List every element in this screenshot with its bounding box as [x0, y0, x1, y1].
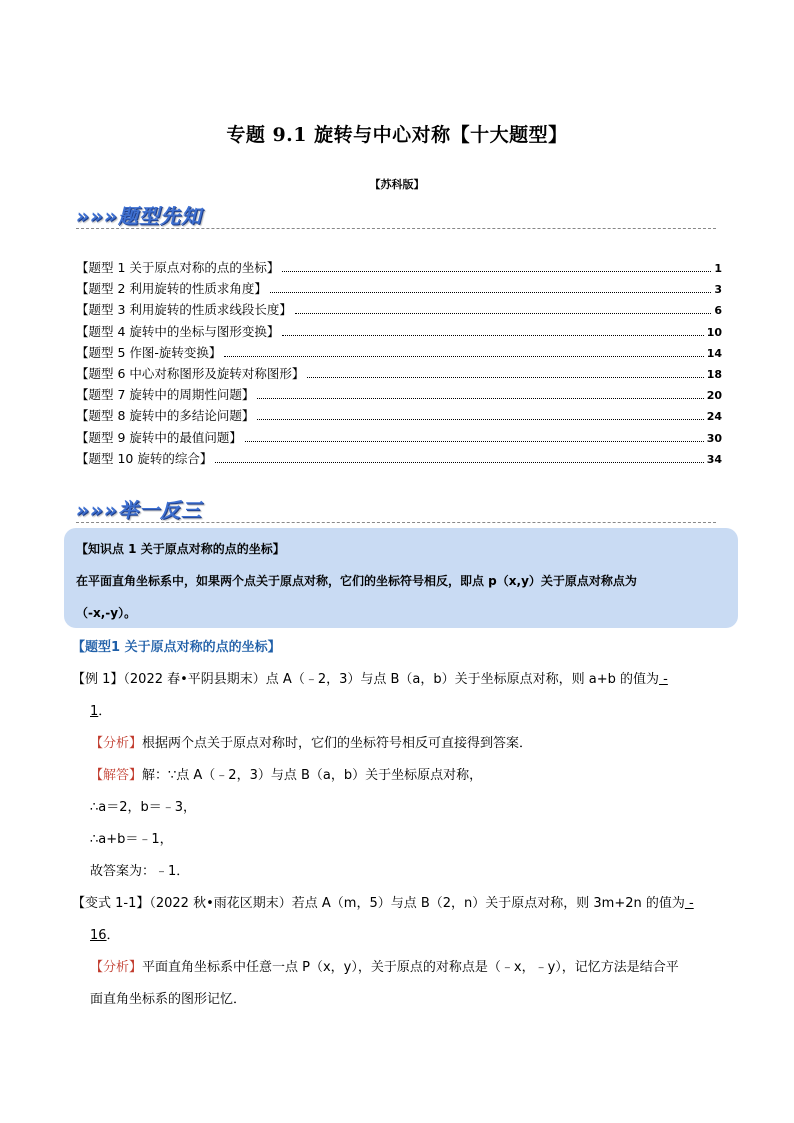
toc-leader [224, 356, 703, 357]
toc-leader [282, 335, 703, 336]
solution-tag: 【解答】 [90, 768, 143, 783]
analysis-tag: 【分析】 [90, 736, 143, 751]
toc-leader [295, 313, 711, 314]
toc-page-number: 24 [706, 410, 722, 424]
knowledge-text: 在平面直角坐标系中，如果两个点关于原点对称，它们的坐标符号相反，即点 p（x,y）关于原点对称点为 [76, 574, 637, 588]
toc-page-number: 30 [706, 431, 722, 445]
analysis-line: 【分析】根据两个点关于原点对称时，它们的坐标符号相反可直接得到答案． [90, 736, 533, 751]
toc-page-number: 18 [706, 367, 722, 381]
toc-item[interactable]: 【题型 3 利用旋转的性质求线段长度】 6 [76, 302, 722, 318]
solution-step: ∴a+b＝﹣1， [90, 832, 173, 847]
section-label: »»»举一反三 [76, 498, 202, 522]
knowledge-text: （-x,-y）。 [76, 606, 137, 620]
toc-page-number: 20 [706, 389, 722, 403]
toc-leader [245, 441, 704, 442]
solution-final: 故答案为：﹣1． [90, 864, 190, 879]
solution-line: 【解答】解：∵点 A（﹣2，3）与点 B（a，b）关于坐标原点对称， [90, 768, 483, 783]
analysis-line: 面直角坐标系的图形记忆． [90, 992, 247, 1007]
toc-item[interactable]: 【题型 8 旋转中的多结论问题】 24 [76, 408, 722, 424]
section-label: »»»题型先知 [76, 204, 202, 228]
toc-item[interactable]: 【题型 6 中心对称图形及旋转对称图形】 18 [76, 365, 722, 381]
dashed-divider [76, 228, 716, 229]
knowledge-heading: 【知识点 1 关于原点对称的点的坐标】 [76, 542, 285, 556]
type-heading: 【题型1 关于原点对称的点的坐标】 [72, 640, 281, 655]
toc-item[interactable]: 【题型 5 作图-旋转变换】 14 [76, 344, 722, 360]
dashed-divider [76, 522, 716, 523]
toc-item[interactable]: 【题型 10 旋转的综合】 34 [76, 450, 722, 466]
toc-page-number: 6 [714, 304, 722, 318]
analysis-tag: 【分析】 [90, 960, 143, 975]
answer-continuation: 16． [90, 928, 120, 943]
toc-leader [215, 462, 703, 463]
edition-label: 【苏科版】 [369, 178, 425, 191]
analysis-line: 【分析】平面直角坐标系中任意一点 P（x，y），关于原点的对称点是（﹣x，﹣y），记忆方法是结合平 [90, 960, 679, 975]
toc-leader [282, 271, 711, 272]
toc-leader [270, 292, 711, 293]
toc-item[interactable]: 【题型 2 利用旋转的性质求角度】 3 [76, 281, 722, 297]
toc-item[interactable]: 【题型 1 关于原点对称的点的坐标】 1 [76, 260, 722, 275]
toc-page-number: 14 [706, 346, 722, 360]
section-header-practice [76, 494, 716, 524]
example-question: 【例 1】（2022 春•平阴县期末）点 A（﹣2，3）与点 B（a，b）关于坐标原点对称，则 a+b 的值为 - [72, 672, 668, 687]
toc-leader [257, 419, 703, 420]
toc-item[interactable]: 【题型 9 旋转中的最值问题】 30 [76, 429, 722, 445]
knowledge-box [64, 528, 738, 628]
answer-continuation: 1． [90, 704, 112, 719]
answer-blank: - [684, 896, 694, 911]
toc-leader [257, 398, 703, 399]
solution-step: ∴a＝2，b＝﹣3， [90, 800, 197, 815]
toc-leader [307, 377, 703, 378]
toc-page-number: 3 [714, 283, 722, 297]
section-header-preview [76, 200, 716, 230]
toc-page-number: 34 [706, 452, 722, 466]
toc-page-number: 10 [706, 325, 722, 339]
toc-item[interactable]: 【题型 4 旋转中的坐标与图形变换】 10 [76, 323, 722, 339]
table-of-contents [76, 258, 722, 470]
toc-item[interactable]: 【题型 7 旋转中的周期性问题】 20 [76, 387, 722, 403]
page-title: 专题 9.1 旋转与中心对称【十大题型】 [226, 124, 568, 146]
toc-page-number: 1 [714, 262, 722, 275]
variant-question: 【变式 1-1】（2022 秋•雨花区期末）若点 A（m，5）与点 B（2，n）关于原点对称，则 3m+2n 的值为 - [72, 896, 694, 911]
answer-blank: - [659, 672, 668, 687]
